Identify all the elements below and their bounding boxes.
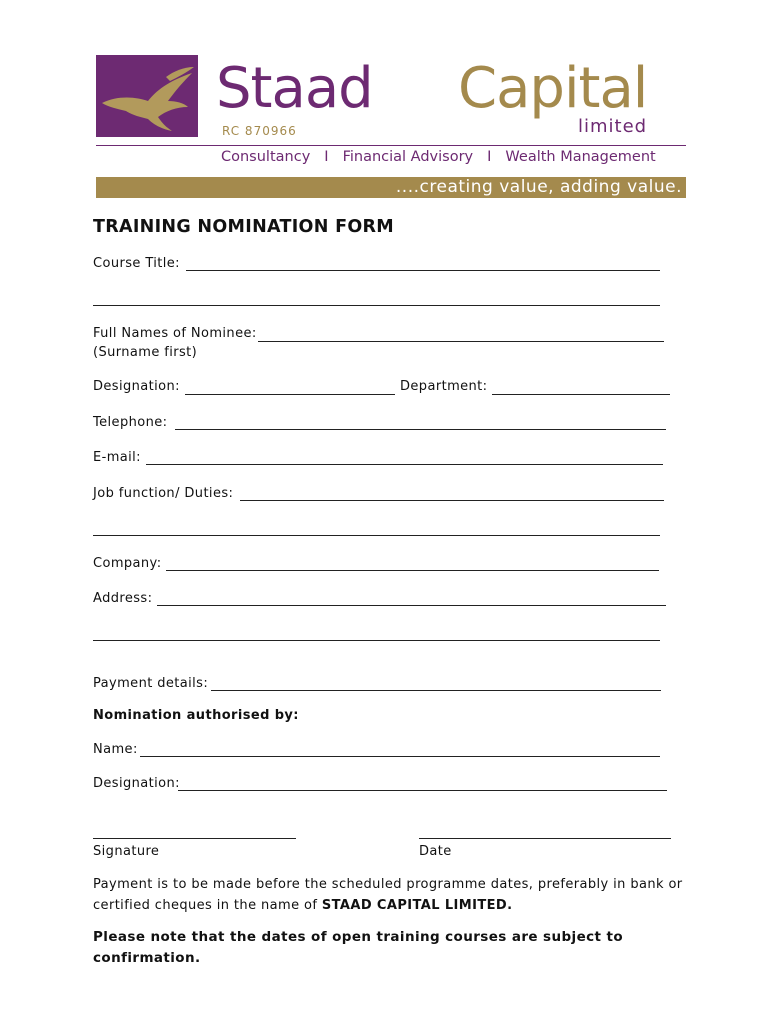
date-label: Date: [419, 844, 452, 859]
full-names-field[interactable]: [258, 341, 664, 342]
tagline: ....creating value, adding value.: [395, 177, 682, 197]
authorised-by-heading: Nomination authorised by:: [93, 708, 299, 723]
authoriser-designation-field[interactable]: [178, 790, 667, 791]
service-wealth-management: Wealth Management: [505, 149, 656, 165]
department-label: Department:: [400, 379, 488, 394]
services-line: [221, 149, 691, 165]
service-financial-advisory: Financial Advisory: [342, 149, 474, 165]
date-field[interactable]: [419, 838, 671, 839]
confirmation-note: Please note that the dates of open training courses are subject to confirmation.: [93, 929, 624, 966]
company-field[interactable]: [166, 570, 659, 571]
telephone-label: Telephone:: [93, 415, 168, 430]
service-separator: I: [324, 149, 329, 165]
brand-wordmark: [216, 54, 691, 146]
brand-name-staad: Staad: [216, 56, 373, 121]
payment-details-label: Payment details:: [93, 676, 209, 691]
surname-first-note: (Surname first): [93, 345, 198, 360]
payment-note-text: Payment is to be made before the scheduled programme dates, preferably in bank or certified cheques in the name of: [93, 877, 683, 913]
payment-details-field[interactable]: [211, 690, 661, 691]
course-title-field-continued[interactable]: [93, 305, 660, 306]
designation-label: Designation:: [93, 379, 180, 394]
telephone-field[interactable]: [175, 429, 666, 430]
address-label: Address:: [93, 591, 153, 606]
service-consultancy: Consultancy: [221, 149, 311, 165]
header-divider: [96, 145, 686, 146]
department-field[interactable]: [492, 394, 670, 395]
designation-field[interactable]: [185, 394, 395, 395]
job-function-field[interactable]: [240, 500, 664, 501]
authoriser-name-label: Name:: [93, 742, 138, 757]
rc-number: RC 870966: [222, 124, 297, 138]
full-names-label: Full Names of Nominee:: [93, 326, 257, 341]
job-function-field-continued[interactable]: [93, 535, 660, 536]
email-label: E-mail:: [93, 450, 141, 465]
brand-name-capital: Capital: [458, 56, 648, 121]
course-title-field[interactable]: [186, 270, 660, 271]
eagle-icon: [96, 55, 198, 137]
form-title: TRAINING NOMINATION FORM: [93, 217, 394, 237]
authoriser-designation-label: Designation:: [93, 776, 180, 791]
tagline-bar: [96, 177, 686, 198]
payment-note: [93, 874, 683, 916]
address-field[interactable]: [157, 605, 666, 606]
authoriser-name-field[interactable]: [140, 756, 660, 757]
address-field-continued[interactable]: [93, 640, 660, 641]
signature-field[interactable]: [93, 838, 296, 839]
company-label: Company:: [93, 556, 162, 571]
payment-note-company: STAAD CAPITAL LIMITED.: [321, 898, 513, 913]
brand-limited: limited: [578, 116, 648, 137]
company-logo: [96, 55, 198, 137]
course-title-label: Course Title:: [93, 256, 180, 271]
service-separator: I: [487, 149, 492, 165]
job-function-label: Job function/ Duties:: [93, 486, 234, 501]
email-field[interactable]: [146, 464, 663, 465]
signature-label: Signature: [93, 844, 160, 859]
